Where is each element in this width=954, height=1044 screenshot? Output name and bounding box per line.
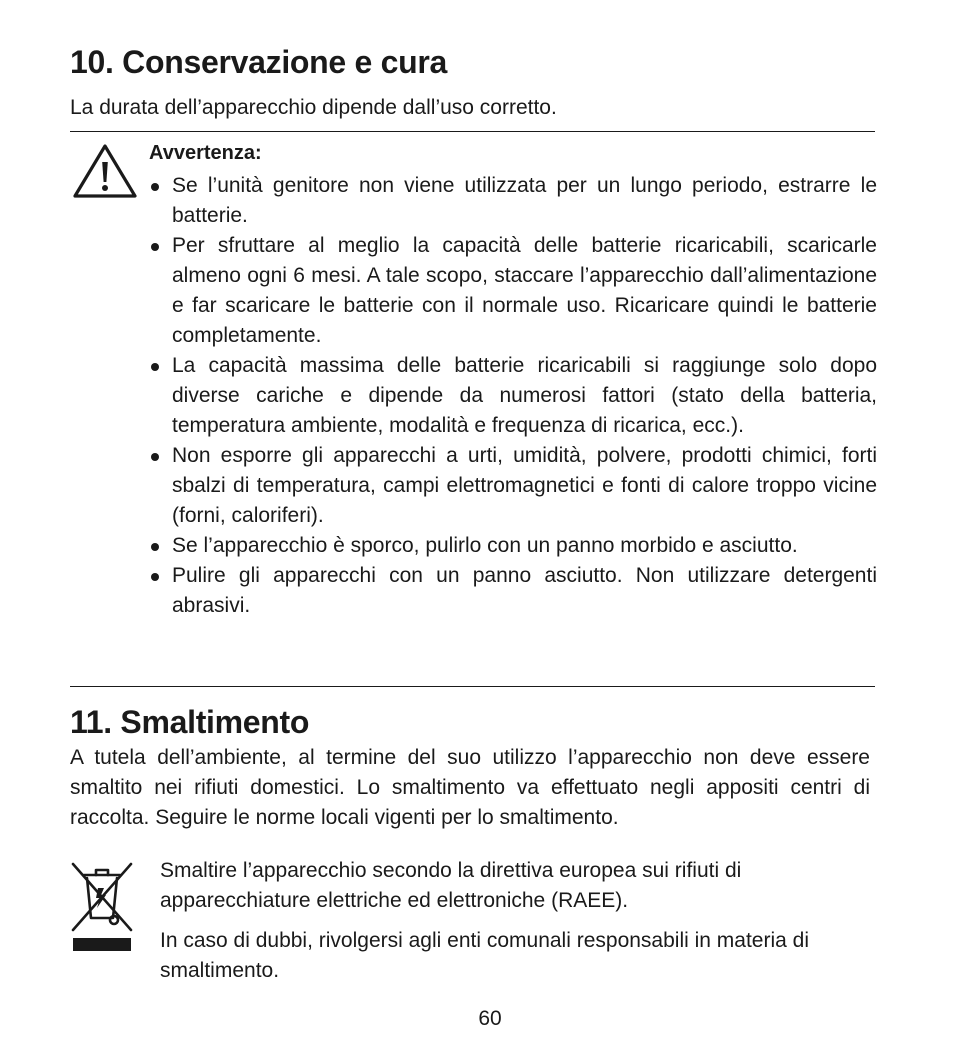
crossed-out-bin-icon [70,858,134,954]
section-10-intro: La durata dell’apparecchio dipende dall’uso corretto. [70,96,557,119]
weee-paragraph: Smaltire l’apparecchio secondo la direttiva europea sui rifiuti di apparecchiature elettriche ed elettroniche (RAEE). [160,859,742,912]
section-10-title: 10. Conservazione e cura [70,44,447,80]
section-11-title: 11. Smaltimento [70,704,310,740]
section-11-body: A tutela dell’ambiente, al termine del suo utilizzo l’apparecchio non deve essere smaltito nei rifiuti domestici. Lo smaltimento va effettuato negli appositi centri di raccolta. Seguire le norme locali vigenti per lo smaltimento. [70,746,870,829]
warning-bottom-rule [70,686,875,687]
warning-item: Per sfruttare al meglio la capacità delle batterie ricaricabili, scaricarle almeno ogni 6 mesi. A tale scopo, staccare l’apparecchio dall’alimentazione e far scaricare le batterie con il normale uso. Ricaricare quindi le batterie completamente. [149,231,877,351]
warning-triangle-icon [72,143,138,199]
warning-item: Se l’unità genitore non viene utilizzata per un lungo periodo, estrarre le batterie. [149,171,877,231]
warning-list [149,171,877,621]
warning-item: Pulire gli apparecchi con un panno asciutto. Non utilizzare detergenti abrasivi. [149,561,877,621]
page-number: 60 [478,1007,502,1030]
warning-item: La capacità massima delle batterie ricaricabili si raggiunge solo dopo diverse cariche e dipende da numerosi fattori (stato della batteria, temperatura ambiente, modalità e frequenza di ricarica, ecc.). [149,351,877,441]
warning-item: Se l’apparecchio è sporco, pulirlo con un panno morbido e asciutto. [149,531,877,561]
warning-title: Avvertenza: [149,142,262,164]
warning-item: Non esporre gli apparecchi a urti, umidità, polvere, prodotti chimici, forti sbalzi di temperatura, campi elettromagnetici e fonti di calore troppo vicine (forni, caloriferi). [149,441,877,531]
weee-paragraph: In caso di dubbi, rivolgersi agli enti comunali responsabili in materia di smaltimento. [160,929,810,982]
warning-top-rule [70,131,875,132]
